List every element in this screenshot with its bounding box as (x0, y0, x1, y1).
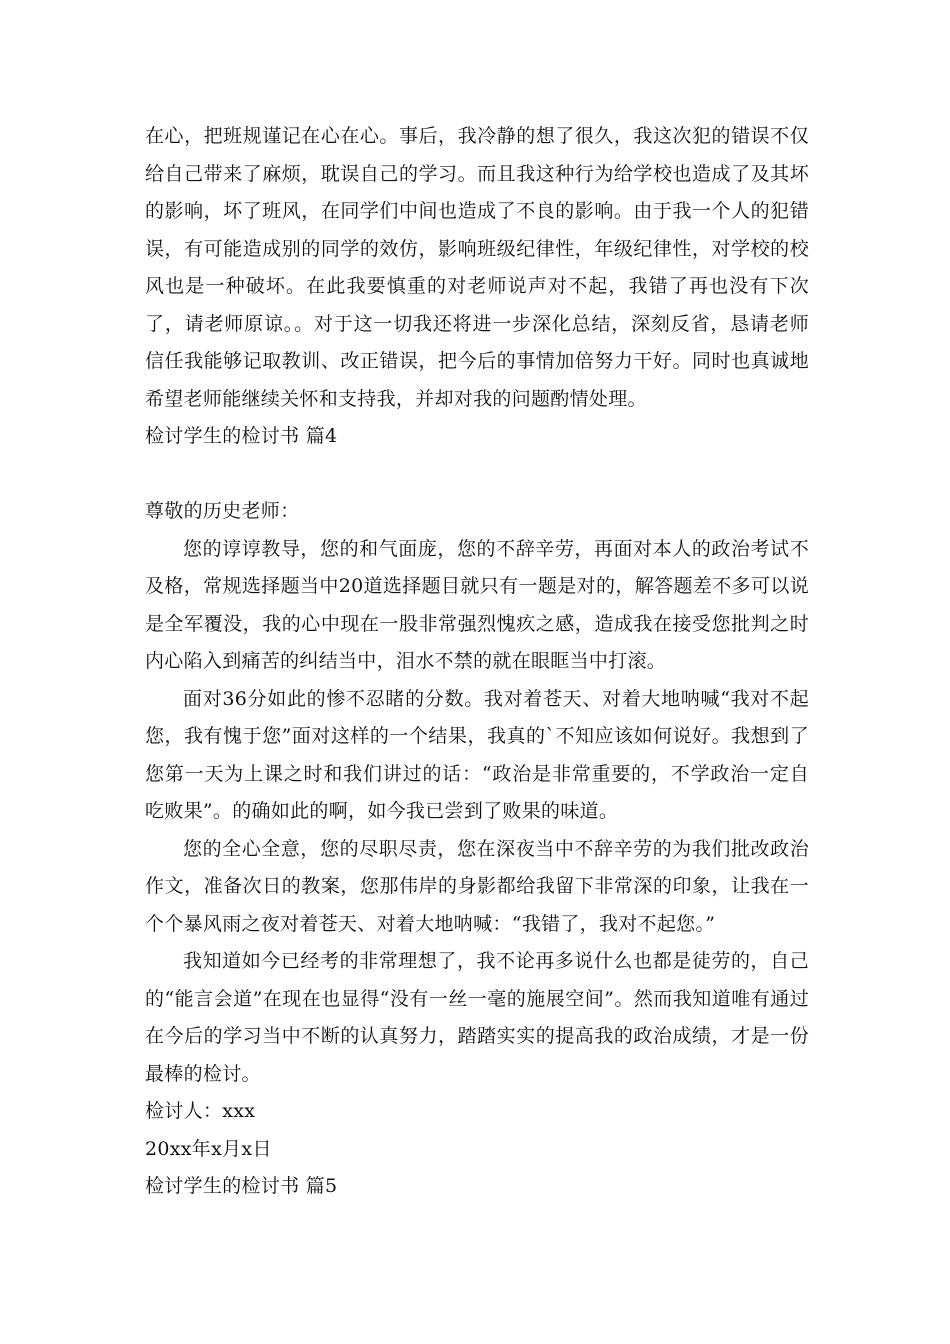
body-paragraph: 面对36分如此的惨不忍睹的分数。我对着苍天、对着大地呐喊“我对不起您，我有愧于您”面对这样的一个结果，我真的`不知应该如何说好。我想到了您第一天为上课之时和我们讲过的话：“政治是非常重要的，不学政治一定自吃败果”。的确如此的啊，如今我已尝到了败果的味道。 (145, 687, 809, 822)
blank-line (145, 456, 809, 494)
date-line: 20xx年x月x日 (145, 1137, 272, 1160)
section-heading-4: 检讨学生的检讨书 篇4 (145, 425, 338, 447)
signature-line: 检讨人：xxx (145, 1100, 256, 1122)
body-paragraph: 我知道如今已经考的非常理想了，我不论再多说什么也都是徒劳的，自己的“能言会道”在现在也显得“没有一丝一毫的施展空间”。然而我知道唯有通过在今后的学习当中不断的认真努力，踏踏实实的提高我的政治成绩，才是一份最棒的检讨。 (145, 950, 809, 1085)
document-body (145, 118, 809, 1206)
paragraph-continued: 在心，把班规谨记在心在心。事后，我冷静的想了很久，我这次犯的错误不仅给自己带来了麻烦，耽误自己的学习。而且我这种行为给学校也造成了及其坏的影响，坏了班风，在同学们中间也造成了不良的影响。由于我一个人的犯错误，有可能造成别的同学的效仿，影响班级纪律性，年级纪律性，对学校的校风也是一种破坏。在此我要慎重的对老师说声对不起，我错了再也没有下次了，请老师原谅。。对于这一切我还将进一步深化总结，深刻反省，恳请老师信任我能够记取教训、改正错误，把今后的事情加倍努力干好。同时也真诚地希望老师能继续关怀和支持我，并却对我的问题酌情处理。 (145, 125, 809, 410)
body-paragraph: 您的谆谆教导，您的和气面庞，您的不辞辛劳，再面对本人的政治考试不及格，常规选择题当中20道选择题目就只有一题是对的，解答题差不多可以说是全军覆没，我的心中现在一股非常强烈愧疚之感，造成我在接受您批判之时内心陷入到痛苦的纠结当中，泪水不禁的就在眼眶当中打滚。 (145, 537, 809, 672)
salutation: 尊敬的历史老师： (145, 500, 300, 522)
body-paragraph: 您的全心全意，您的尽职尽责，您在深夜当中不辞辛劳的为我们批改政治作文，准备次日的教案，您那伟岸的身影都给我留下非常深的印象，让我在一个个暴风雨之夜对着苍天、对着大地呐喊：“我错了，我对不起您。” (145, 837, 809, 935)
section-heading-5: 检讨学生的检讨书 篇5 (145, 1175, 338, 1197)
